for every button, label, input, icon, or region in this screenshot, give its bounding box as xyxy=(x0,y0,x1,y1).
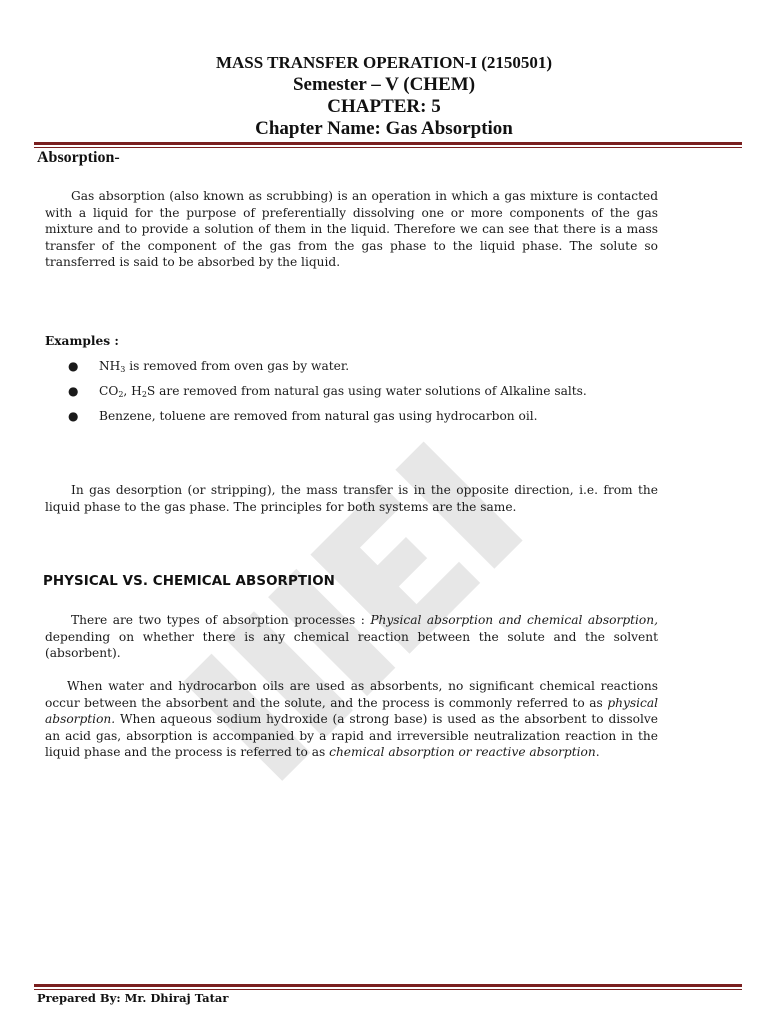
footer-rule-thin xyxy=(34,989,742,990)
chapter-number: CHAPTER: 5 xyxy=(327,96,441,117)
desorption-paragraph-text: In gas desorption (or stripping), the mass transfer is in the opposite direction, i.e. from the liquid phase to the gas phase. The principles for both systems are the same. xyxy=(45,483,658,514)
chapter-name: Chapter Name: Gas Absorption xyxy=(255,118,513,139)
semester-label: Semester – V (CHEM) xyxy=(292,74,476,95)
header-rule-thin xyxy=(34,147,742,148)
bullet-icon: ● xyxy=(68,384,79,398)
section-title: Absorption- xyxy=(37,149,120,166)
examples-label: Examples : xyxy=(45,334,119,348)
intro-paragraph-text: Gas absorption (also known as scrubbing) is an operation in which a gas mixture is contacted with a liquid for the purpose of preferentially dissolving one or more components of the gas mixture and to provide a solution of them in the liquid. Therefore we can see that there is a mass transfer of the component of the gas from the gas phase to the liquid phase. The solute so transferred is said to be absorbed by the liquid. xyxy=(45,189,658,270)
list-item: ● $NH_3$ is removed from oven gas by water. xyxy=(68,359,350,374)
bullet-icon: ● xyxy=(68,409,79,423)
course-title: MASS TRANSFER OPERATION-I (2150501) xyxy=(215,53,553,72)
bullet-icon: ● xyxy=(68,359,79,373)
desorption-paragraph xyxy=(45,482,658,515)
header-rule-thick xyxy=(34,142,742,145)
document-header xyxy=(0,52,768,140)
absorption-types-paragraph: There are two types of absorption processes : Physical absorption and chemical absorption, depending on whether there is any chemical reaction between the solute and the solvent (absorbent). xyxy=(45,613,658,661)
footer-rule-thick xyxy=(34,984,742,987)
list-item: ● Benzene, toluene are removed from natural gas using hydrocarbon oil. xyxy=(68,409,538,423)
list-item: ● $CO_2$, $H_2S$ are removed from natural gas using water solutions of Alkaline salts. xyxy=(68,384,587,399)
absorbents-paragraph: When water and hydrocarbon oils are used as absorbents, no significant chemical reactions occur between the absorbent and the solute, and the process is commonly referred to as physical absorption. When aqueous sodium hydroxide (a strong base) is used as the absorbent to dissolve an acid gas, absorption is accompanied by a rapid and irreversible neutralization reaction in the liquid phase and the process is referred to as chemical absorption or reactive absorption. xyxy=(45,679,658,760)
intro-paragraph xyxy=(45,188,658,271)
examples-list xyxy=(66,358,587,433)
prepared-by: Prepared By: Mr. Dhiraj Tatar xyxy=(37,991,229,1005)
physical-vs-chemical-heading: PHYSICAL VS. CHEMICAL ABSORPTION xyxy=(43,574,335,589)
